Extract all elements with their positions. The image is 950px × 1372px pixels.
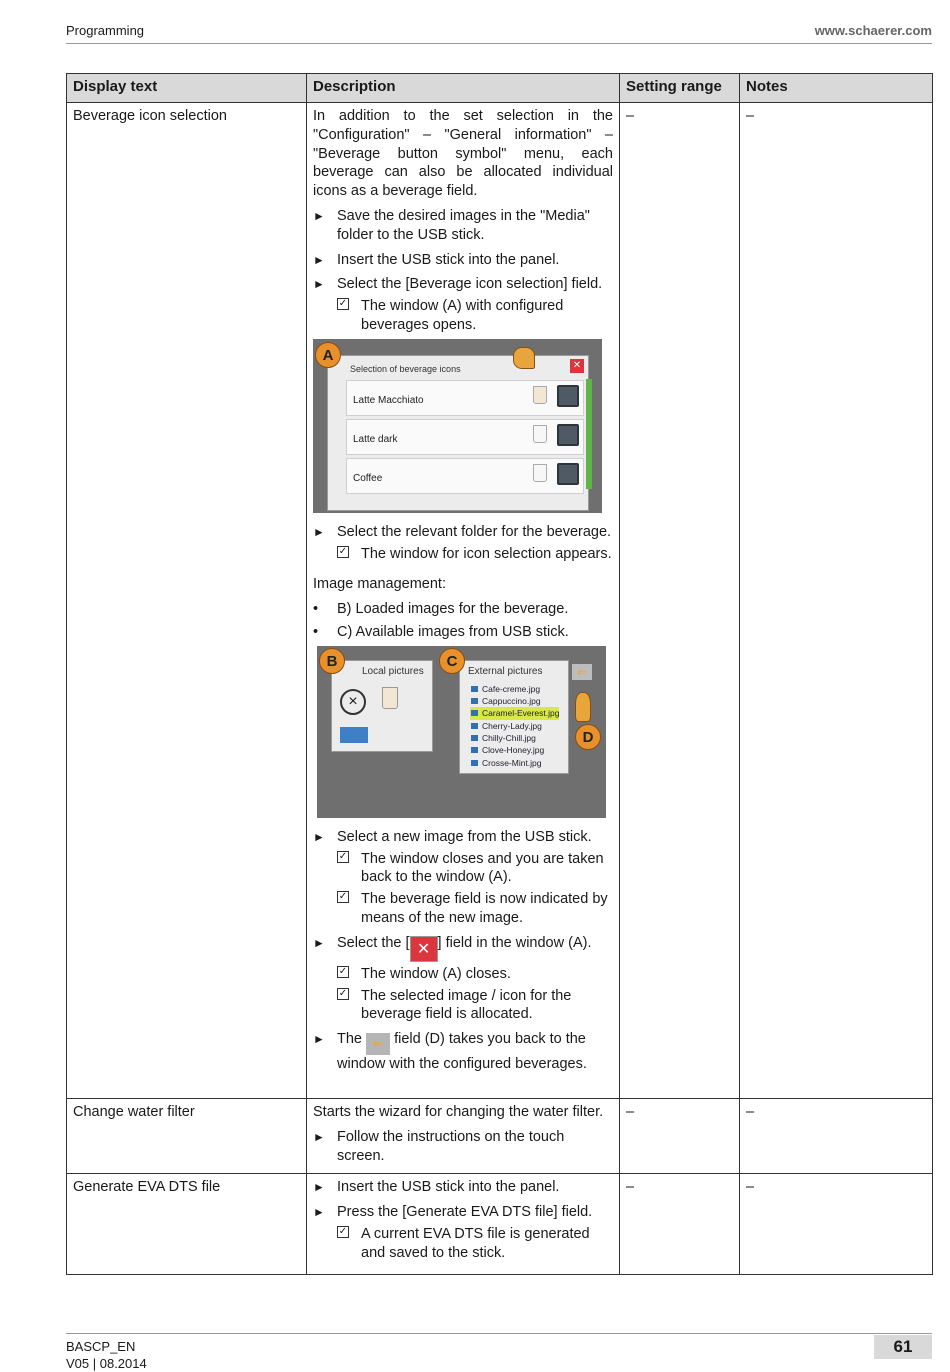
table-row (67, 103, 933, 1099)
setting-range-cell: – (620, 103, 740, 1099)
folder-icon[interactable] (557, 424, 579, 446)
instruction-step: ► Select the [ ✕ ] field in the window (A). (313, 934, 613, 962)
arrow-icon: ► (313, 208, 325, 223)
description-cell (307, 1099, 620, 1174)
website-link[interactable]: www.schaerer.com (814, 23, 932, 38)
instruction-step: ► Follow the instructions on the touch screen. (313, 1128, 565, 1164)
result-item: ✓ The window (A) closes. (338, 965, 511, 982)
page-footer (66, 1333, 932, 1371)
callout-badge-b: B (319, 648, 345, 674)
screenshot-beverage-icon-window (313, 339, 602, 513)
column-header-notes: Notes (740, 74, 933, 103)
scroll-indicator (586, 379, 592, 489)
intro-text: Starts the wizard for changing the water filter. (313, 1104, 604, 1120)
folder-icon[interactable] (557, 385, 579, 407)
cup-icon (533, 464, 547, 482)
callout-badge-c: C (439, 648, 465, 674)
local-pictures-panel (331, 660, 433, 752)
folder-icon[interactable] (557, 463, 579, 485)
table-header-row (67, 74, 933, 103)
checkbox-icon: ✓ (338, 298, 348, 310)
result-item: ✓ The window (A) with configured beverages opens. (338, 298, 564, 333)
notes-cell: – (740, 1174, 933, 1274)
list-item[interactable]: Caramel-Everest.jpg (470, 707, 559, 719)
instruction-step: ► Save the desired images in the "Media" folder to the USB stick. (313, 207, 590, 243)
column-header-display-text: Display text (67, 74, 307, 103)
setting-range-cell: – (620, 1174, 740, 1274)
result-item: ✓ A current EVA DTS file is generated and saved to the stick. (338, 1225, 590, 1261)
list-item[interactable]: Latte Macchiato (346, 380, 584, 416)
image-management-label: Image management: (313, 576, 446, 593)
list-item[interactable]: Cherry-Lady.jpg (470, 720, 559, 732)
close-icon[interactable]: ✕ (570, 359, 584, 373)
arrow-icon: ► (313, 829, 325, 844)
notes-cell: – (740, 103, 933, 1099)
checkbox-icon: ✓ (338, 965, 348, 977)
description-cell (307, 1174, 620, 1274)
display-text-cell: Change water filter (67, 1099, 307, 1174)
list-item[interactable]: Crosse-Mint.jpg (470, 757, 559, 769)
external-pictures-panel (459, 660, 569, 774)
list-item[interactable]: Cappuccino.jpg (470, 695, 559, 707)
description-cell (307, 103, 620, 1099)
document-version: V05 | 08.2014 (66, 1356, 147, 1371)
cup-icon[interactable] (382, 687, 398, 709)
screenshot-image-management (317, 646, 606, 818)
instruction-step: ► Select a new image from the USB stick. (313, 828, 592, 845)
page-number: 61 (874, 1335, 932, 1359)
list-item[interactable]: Latte dark (346, 419, 584, 455)
arrow-icon: ► (313, 935, 325, 950)
local-pictures-title: Local pictures (362, 665, 424, 677)
arrow-icon: ► (313, 1129, 325, 1144)
arrow-icon: ► (313, 1032, 325, 1047)
checkbox-icon: ✓ (338, 850, 348, 862)
pointing-hand-icon (575, 692, 591, 722)
column-header-description: Description (307, 74, 620, 103)
list-item[interactable]: Coffee (346, 458, 584, 494)
file-list (470, 683, 559, 769)
list-item[interactable]: Clove-Honey.jpg (470, 744, 559, 756)
beverage-icons-window (327, 355, 589, 511)
callout-badge-d: D (575, 724, 601, 750)
arrow-icon: ► (313, 277, 325, 292)
image-thumbnail[interactable] (340, 727, 368, 743)
pointing-hand-icon (513, 347, 535, 369)
cup-icon (533, 425, 547, 443)
result-item: ✓ The window for icon selection appears. (338, 545, 612, 562)
list-item[interactable]: Cafe-creme.jpg (470, 683, 559, 695)
instruction-step: ► Insert the USB stick into the panel. (313, 251, 560, 268)
programming-table (66, 73, 933, 1275)
display-text-cell: Generate EVA DTS file (67, 1174, 307, 1274)
bullet-item: • B) Loaded images for the beverage. (313, 601, 569, 618)
column-header-setting-range: Setting range (620, 74, 740, 103)
display-text-cell: Beverage icon selection (67, 103, 307, 1099)
checkbox-icon: ✓ (338, 891, 348, 903)
instruction-step: ► Insert the USB stick into the panel. (313, 1179, 560, 1196)
instruction-step: ► The ⇐ field (D) takes you back to the window with the configured beverages. (313, 1031, 587, 1073)
instruction-step: ► Select the [Beverage icon selection] field. (313, 276, 603, 293)
table-row (67, 1174, 933, 1274)
result-item: ✓ The selected image / icon for the beverage field is allocated. (338, 987, 572, 1023)
back-arrow-icon: ⇐ (366, 1033, 390, 1055)
arrow-icon: ► (313, 1205, 325, 1220)
callout-badge-a: A (315, 342, 341, 368)
back-arrow-icon[interactable]: ⇐ (572, 664, 592, 680)
checkbox-icon: ✓ (338, 545, 348, 557)
cup-icon (533, 386, 547, 404)
close-icon: ✕ (410, 936, 438, 962)
table-row (67, 1099, 933, 1174)
list-item[interactable]: Chilly-Chill.jpg (470, 732, 559, 744)
window-title: Selection of beverage icons (350, 363, 461, 374)
result-item: ✓ The window closes and you are taken back to the window (A). (338, 850, 604, 886)
bullet-item: • C) Available images from USB stick. (313, 623, 569, 640)
arrow-icon: ► (313, 1180, 325, 1195)
intro-text: In addition to the set selection in the "Configuration" – "General information" – "Beverage button symbol" menu, each beverage can also be allocated individual icons as a beverage field. (313, 108, 613, 200)
arrow-icon: ► (313, 252, 325, 267)
checkbox-icon: ✓ (338, 1225, 348, 1237)
external-pictures-title: External pictures (468, 665, 543, 677)
instruction-step: ► Select the relevant folder for the beverage. (313, 523, 612, 540)
instruction-step: ► Press the [Generate EVA DTS file] field. (313, 1204, 593, 1221)
document-code: BASCP_EN (66, 1339, 136, 1354)
arrow-icon: ► (313, 524, 325, 539)
page-header (66, 22, 932, 44)
setting-range-cell: – (620, 1099, 740, 1174)
delete-icon[interactable]: × (340, 689, 366, 715)
section-title: Programming (66, 23, 145, 38)
notes-cell: – (740, 1099, 933, 1174)
checkbox-icon: ✓ (338, 987, 348, 999)
result-item: ✓ The beverage field is now indicated by means of the new image. (338, 891, 608, 926)
